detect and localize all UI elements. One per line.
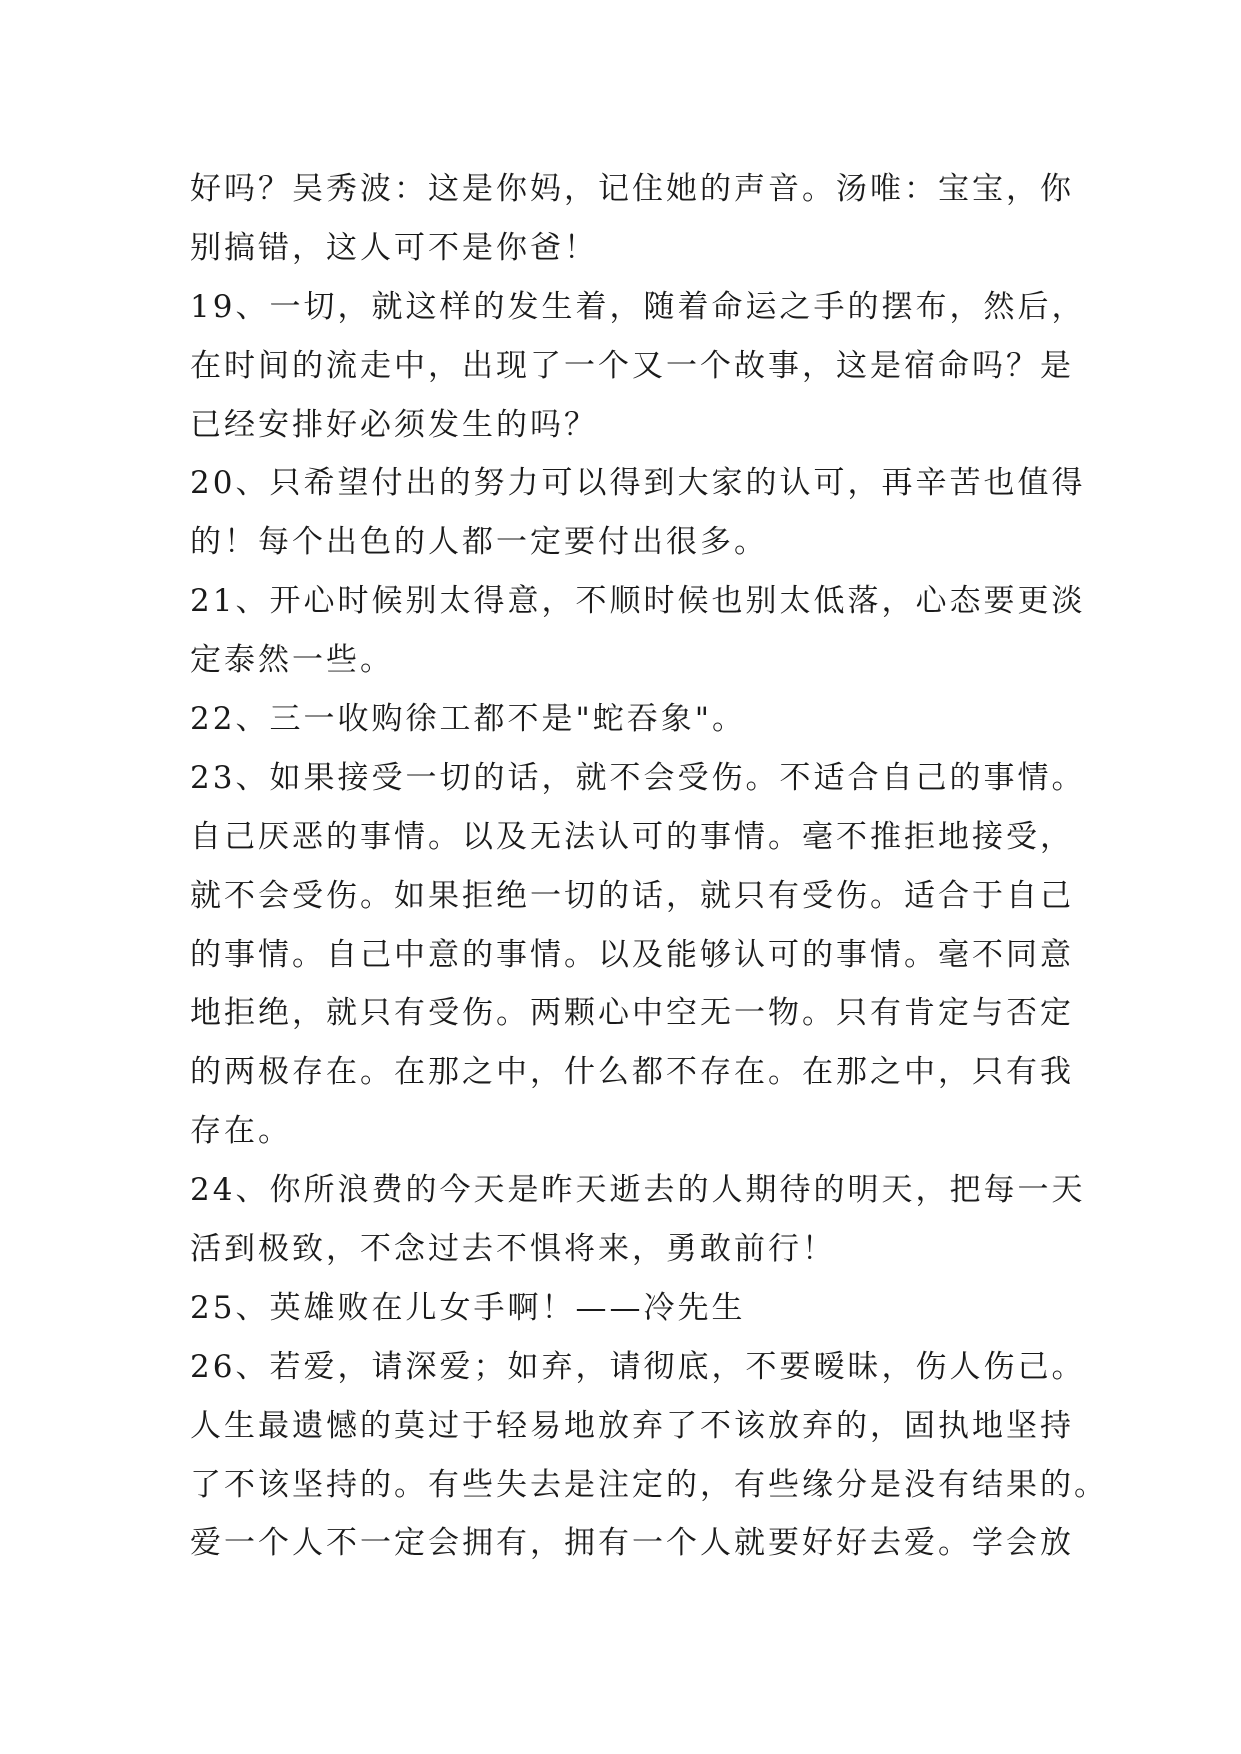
text-line: 的两极存在。在那之中，什么都不存在。在那之中，只有我 <box>190 1054 1074 1091</box>
text-line: 21、开心时候别太得意，不顺时候也别太低落，心态要更淡 <box>190 583 1086 620</box>
text-line: 了不该坚持的。有些失去是注定的，有些缘分是没有结果的。 <box>190 1466 1108 1503</box>
text-line: 已经安排好必须发生的吗？ <box>190 406 598 443</box>
text-line: 地拒绝，就只有受伤。两颗心中空无一物。只有肯定与否定 <box>190 995 1074 1032</box>
text-line: 24、你所浪费的今天是昨天逝去的人期待的明天，把每一天 <box>190 1172 1086 1209</box>
text-line: 22、三一收购徐工都不是"蛇吞象"。 <box>190 701 746 738</box>
text-line: 存在。 <box>190 1113 292 1150</box>
text-line: 19、一切，就这样的发生着，随着命运之手的摆布，然后， <box>190 288 1086 325</box>
text-line: 就不会受伤。如果拒绝一切的话，就只有受伤。适合于自己 <box>190 877 1074 914</box>
text-line: 26、若爱，请深爱；如弃，请彻底，不要暧昧，伤人伤己。 <box>190 1348 1086 1385</box>
text-line: 的事情。自己中意的事情。以及能够认可的事情。毫不同意 <box>190 936 1074 973</box>
text-line: 定泰然一些。 <box>190 642 394 679</box>
text-line: 爱一个人不一定会拥有，拥有一个人就要好好去爱。学会放 <box>190 1525 1074 1562</box>
text-line: 20、只希望付出的努力可以得到大家的认可，再辛苦也值得 <box>190 465 1086 502</box>
text-line: 活到极致，不念过去不惧将来，勇敢前行！ <box>190 1231 836 1268</box>
text-line: 人生最遗憾的莫过于轻易地放弃了不该放弃的，固执地坚持 <box>190 1407 1074 1444</box>
text-line: 在时间的流走中，出现了一个又一个故事，这是宿命吗？是 <box>190 347 1074 384</box>
text-line: 自己厌恶的事情。以及无法认可的事情。毫不推拒地接受， <box>190 818 1074 855</box>
text-line: 的！每个出色的人都一定要付出很多。 <box>190 524 768 561</box>
text-line: 23、如果接受一切的话，就不会受伤。不适合自己的事情。 <box>190 759 1086 796</box>
text-line: 别搞错，这人可不是你爸！ <box>190 229 598 266</box>
text-line: 25、英雄败在儿女手啊！——冷先生 <box>190 1289 746 1326</box>
document-body <box>190 160 1108 1573</box>
text-line: 好吗？吴秀波：这是你妈，记住她的声音。汤唯：宝宝，你 <box>190 171 1074 207</box>
